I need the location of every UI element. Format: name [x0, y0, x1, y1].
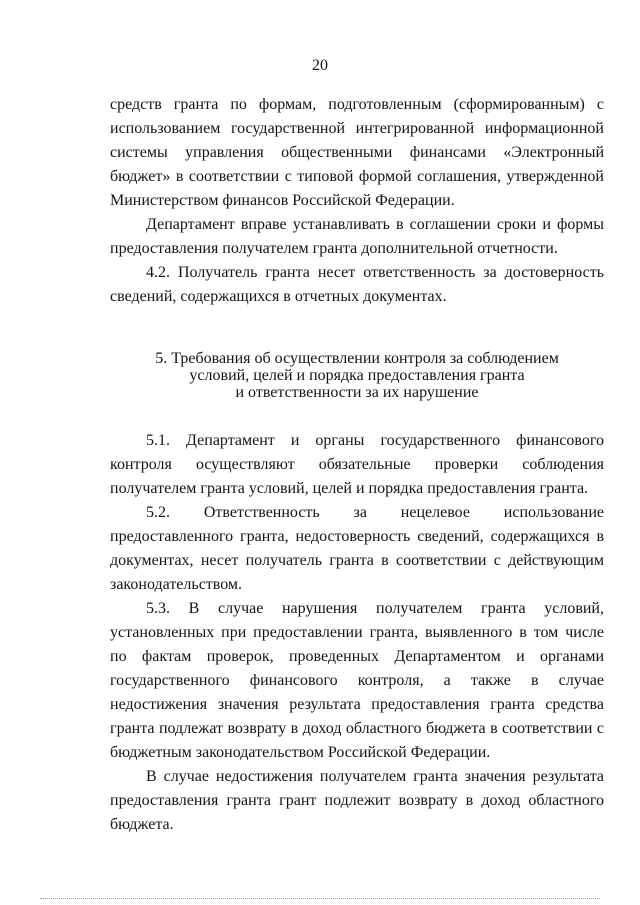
paragraph-clause-4-2: 4.2. Получатель гранта несет ответственность за достоверность сведений, содержащихся в отчетных документах.: [110, 264, 604, 305]
paragraph-clause-5-2: 5.2. Ответственность за нецелевое использование предоставленного гранта, недостоверность сведений, содержащихся в документах, несет получатель гранта в соответствии с действующим законодательством.: [110, 504, 604, 593]
footer-dotted-line: [40, 898, 600, 899]
paragraph-result-not-reached: В случае недостижения получателем гранта значения результата предоставления гранта грант подлежит возврату в доход областного бюджета.: [110, 768, 604, 833]
section-5-heading: [110, 350, 604, 401]
heading-line-1: 5. Требования об осуществлении контроля за соблюдением: [155, 350, 559, 367]
paragraph-continuation: средств гранта по формам, подготовленным (сформированным) с использованием государственной интегрированной информационной системы управления общественными финансами «Электронный бюджет» в соответствии с типовой формой соглашения, утвержденной Министерством финансов Российской Федерации.: [110, 96, 604, 209]
paragraph-department-right: Департамент вправе устанавливать в соглашении сроки и формы предоставления получателем гранта дополнительной отчетности.: [110, 216, 604, 257]
section-5-text-block: [110, 429, 604, 837]
heading-line-2: условий, целей и порядка предоставления гранта: [189, 367, 525, 384]
paragraph-clause-5-1: 5.1. Департамент и органы государственного финансового контроля осуществляют обязательные проверки соблюдения получателем гранта условий, целей и порядка предоставления гранта.: [110, 432, 604, 497]
top-text-block: [110, 93, 604, 309]
paragraph-clause-5-3: 5.3. В случае нарушения получателем гранта условий, установленных при предоставлении гранта, выявленного в том числе по фактам проверок, проведенных Департаментом и органами государственного финансового контроля, а также в случае недостижения значения результата предоставления гранта средства гранта подлежат возврату в доход областного бюджета в соответствии с бюджетным законодательством Российской Федерации.: [110, 600, 604, 761]
heading-line-3: и ответственности за их нарушение: [235, 384, 479, 401]
page-number: 20: [312, 57, 328, 74]
